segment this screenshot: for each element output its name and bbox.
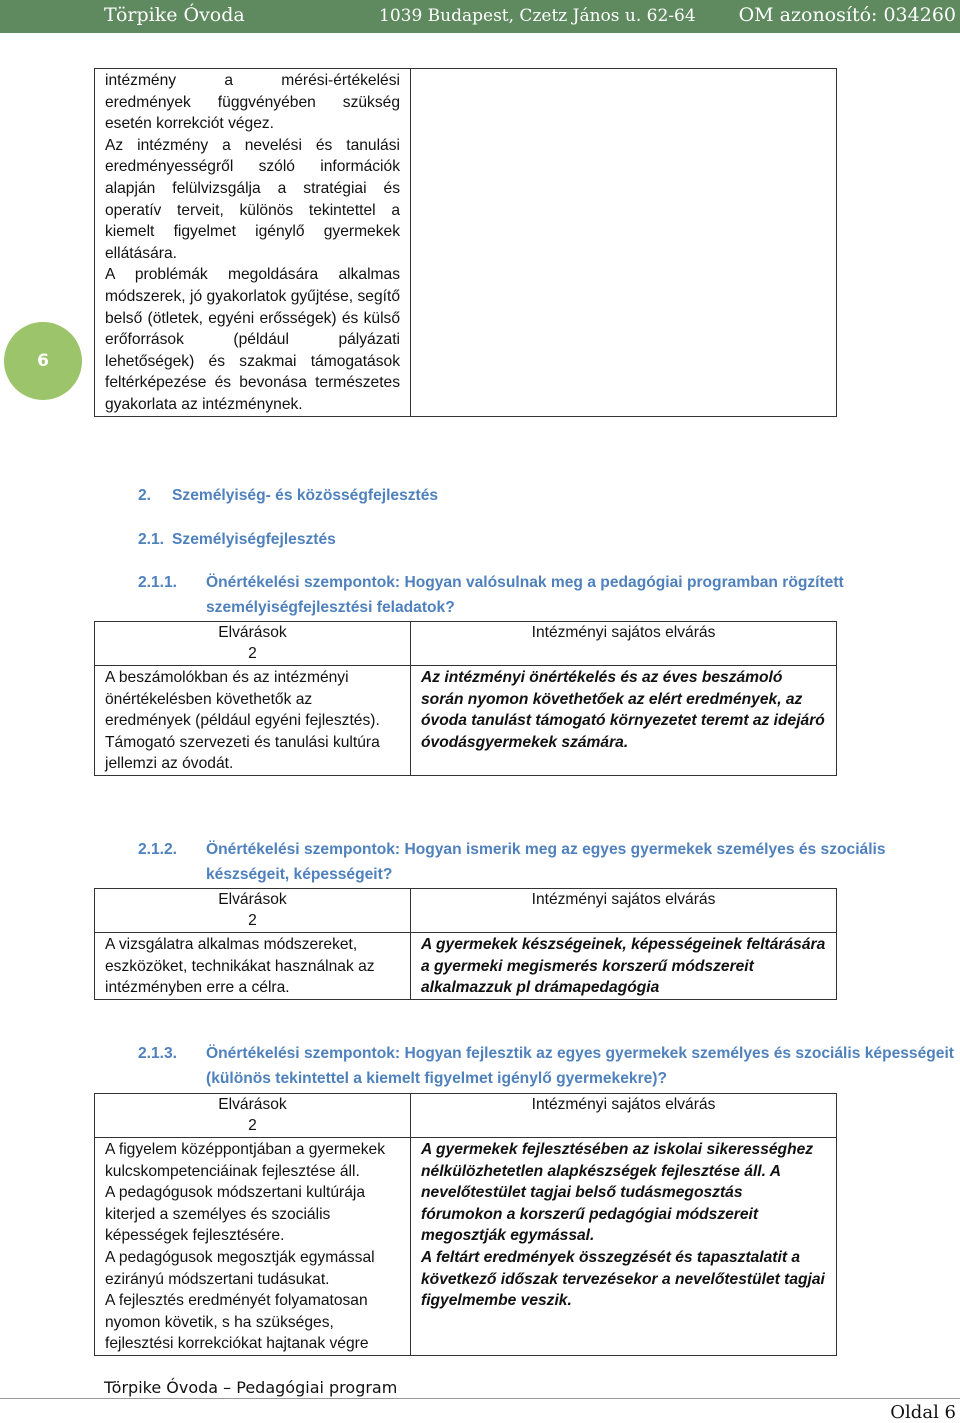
- table-2-1-3-left: A figyelem középpontjában a gyermekek kulcskompetenciáinak fejlesztése áll. A pedagógusok módszertani kultúrája kiterjed a személyes és szociális képességek fejlesztésére. A pedagógusok megosztják egymással ezirányú módszertani tudásukat. A fejlesztés eredményét folyamatosan nyomon követik, s ha szükséges, fejlesztési korrekciókat hajtanak végre: [95, 1138, 411, 1356]
- table-header-institutional: Intézményi sajátos elvárás: [411, 889, 837, 933]
- table-2-1-3: [94, 1093, 837, 1356]
- continuation-table: [94, 68, 837, 417]
- section-2-1-1-heading-cont: személyiségfejlesztési feladatok?: [206, 599, 455, 616]
- paragraph-1: intézmény a mérési-értékelési eredmények függvényében szükség esetén korrekciót végez.: [105, 72, 400, 133]
- table-2-1-2: [94, 888, 837, 1000]
- table-header-expectations: Elvárások 2: [95, 1094, 411, 1138]
- header-om-id: OM azonosító: 034260: [738, 4, 956, 26]
- footer-divider: [0, 1398, 960, 1399]
- section-2-1-3-heading-cont: (különös tekintettel a kiemelt figyelmet igénylő gyermekekre)?: [206, 1070, 668, 1087]
- table-2-1-3-right: A gyermekek fejlesztésében az iskolai sikerességhez nélkülözhetetlen alapkészségek fejlesztése áll. A nevelőtestület tagjai belső tudásmegosztás fórumokon a korszerű pedagógiai módszereit megosztják egymással. A feltárt eredmények összegzését és tapasztalatit a következő időszak tervezésekor a nevelőtestület tagjai figyelmembe veszik.: [411, 1138, 837, 1356]
- header-institution-name: Törpike Óvoda: [104, 4, 245, 26]
- page-header: [0, 0, 960, 33]
- table-2-1-1-right: Az intézményi önértékelés és az éves beszámoló során nyomon követhetőek az elért eredmények, az óvoda tanulást támogató környezetet teremt az idejáró óvodásgyermekek számára.: [411, 666, 837, 776]
- table-header-institutional: Intézményi sajátos elvárás: [411, 1094, 837, 1138]
- footer-document-title: Törpike Óvoda – Pedagógiai program: [104, 1378, 398, 1397]
- table-2-1-2-left: A vizsgálatra alkalmas módszereket, eszközöket, technikákat használnak az intézményben erre a célra.: [95, 933, 411, 1000]
- table-header-expectations: Elvárások 2: [95, 622, 411, 666]
- paragraph-2: Az intézmény a nevelési és tanulási eredményességről szóló információk alapján felülvizsgálja a stratégiai és operatív terveit, különös tekintettel a kiemelt figyelmet igénylő gyermekek ellátására.: [105, 136, 400, 262]
- page-number-badge: 6: [4, 322, 82, 400]
- paragraph-3: A problémák megoldására alkalmas módszerek, jó gyakorlatok gyűjtése, segítő belső (ötletek, egyéni erősségek) és külső erőforrások (például pályázati lehetőségek) és szakmai támogatások feltérképezése és bevonása természetes gyakorlata az intézménynek.: [105, 266, 400, 413]
- table-header-institutional: Intézményi sajátos elvárás: [411, 622, 837, 666]
- table-header-expectations: Elvárások 2: [95, 889, 411, 933]
- section-2-1-2-heading-cont: készségeit, képességeit?: [206, 866, 393, 883]
- header-address: 1039 Budapest, Czetz János u. 62-64: [379, 6, 696, 26]
- continuation-right-cell: [411, 69, 837, 417]
- continuation-left-cell: [95, 69, 411, 417]
- table-2-1-1-left: A beszámolókban és az intézményi önértékelésben követhetők az eredmények (például egyéni fejlesztés). Támogató szervezeti és tanulási kultúra jellemzi az óvodát.: [95, 666, 411, 776]
- table-2-1-1: [94, 621, 837, 776]
- footer-page-number: Oldal 6: [890, 1402, 956, 1423]
- table-2-1-2-right: A gyermekek készségeinek, képességeinek feltárására a gyermeki megismerés korszerű módszereit alkalmazzuk pl drámapedagógia: [411, 933, 837, 1000]
